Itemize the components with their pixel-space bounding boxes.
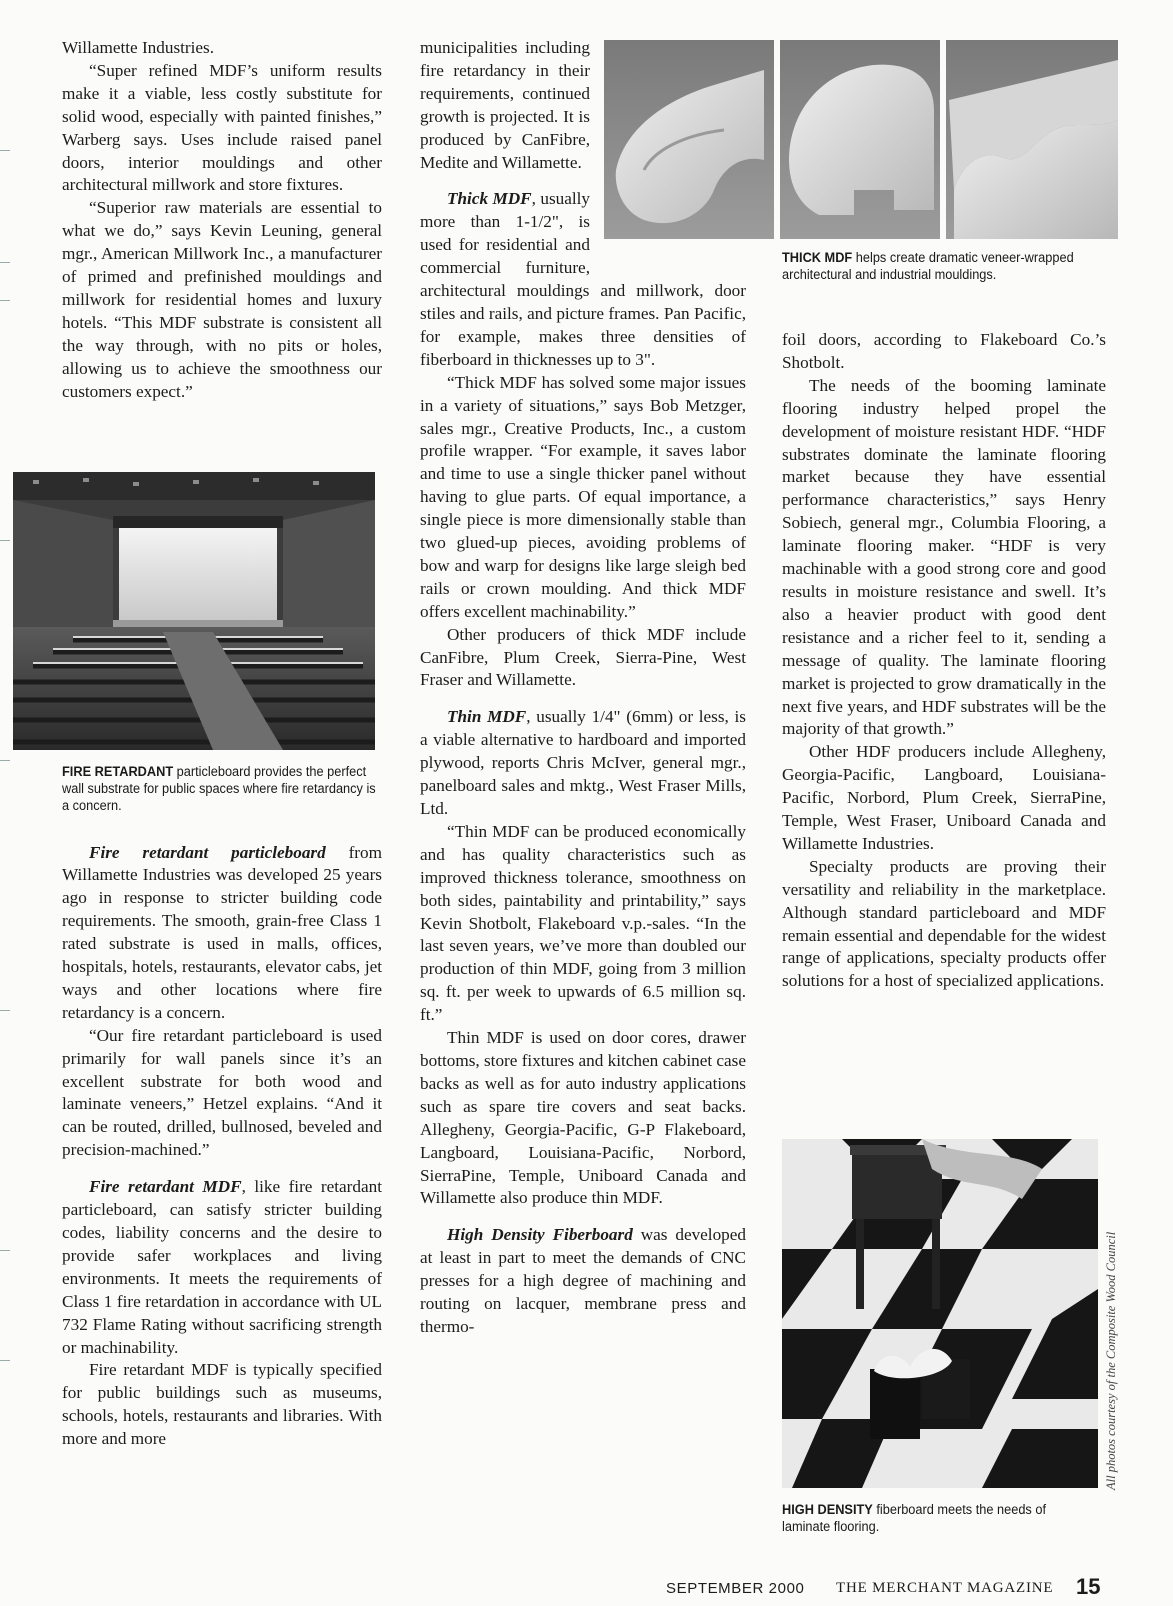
mouldings-photo — [604, 40, 1118, 239]
paragraph: The needs of the booming laminate flooring industry helped propel the development of moisture resistant HDF. “HDF substrates dominate the laminate flooring market because they have essential performance characteristics,” says Henry Sobiech, general mgr., Columbia Flooring, a laminate flooring maker. “HDF is very machinable with a good strong core and good results in moisture resistance and swell. It’s also a heavier product with good dent resistance and a richer feel to it, sending a message of quality. The laminate flooring market is projected to grow dramatically in the next five years, and HDF substrates will be the majority of that growth.” — [782, 375, 1106, 739]
paragraph: Other HDF producers include Allegheny, Georgia-Pacific, Langboard, Louisiana-Pacific, Norbord, Plum Creek, SierraPine, Temple, West Fraser, Uniboard Canada and Willamette Industries. — [782, 742, 1106, 853]
paragraph: Fire retardant particleboard from Willamette Industries was developed 25 years ago in response to stricter building code requirements. The smooth, grain-free Class 1 rated substrate is used in malls, offices, hospitals, hotels, restaurants, elevator cabs, jet ways and other locations where fire retardancy is a concern. — [62, 842, 382, 1022]
paragraph: Thin MDF, usually 1/4" (6mm) or less, is a viable alternative to hardboard and imported plywood, reports Chris McIver, general mgr., panelboard sales and mktg., West Fraser Mills, Ltd. — [420, 707, 746, 818]
paragraph: “Our fire retardant particleboard is used primarily for wall panels since it’s an excellent substrate for both wood and laminate veneers,” Hetzel explains. “And it can be routed, drilled, bullnosed, beveled and precision-machined.” — [62, 1025, 382, 1160]
flooring-photo — [782, 1139, 1098, 1488]
auditorium-caption: FIRE RETARDANT particleboard provides the perfect wall substrate for public spaces where fire retardancy is a concern. — [62, 764, 376, 814]
column-right — [782, 329, 1106, 993]
run-in-heading: Fire retardant particleboard — [89, 842, 326, 862]
paragraph: Fire retardant MDF is typically specified for public buildings such as museums, schools, hotels, restaurants and libraries. With more and more — [62, 1360, 382, 1449]
run-in-heading: Thick MDF — [447, 189, 532, 209]
paragraph: “Thick MDF has solved some major issues in a variety of situations,” says Bob Metzger, sales mgr., Creative Products, Inc., a custom profile wrapper. “For example, it saves labor and time to use a single thicker panel without having to glue parts. Of equal importance, a single piece is more dimensionally stable than two glued-up pieces, avoiding problems of bow and warp for designs like large sleigh bed rails or crown moulding. And thick MDF offers excellent machinability.” — [420, 372, 746, 621]
paragraph: “Super refined MDF’s uniform results make it a viable, less costly substitute for solid wood, especially with painted finishes,” Warberg says. Uses include raised panel doors, interior mouldings and other architectural millwork and store fixtures. — [62, 60, 382, 195]
paragraph: municipalities including fire retardancy in their requirements, continued growth is projected. It is produced by CanFibre, Medite and Willamette. — [420, 38, 590, 172]
paragraph: Specialty products are proving their versatility and reliability in the marketplace. Although standard particleboard and MDF remain essential and dependable for the widest range of applications, specialty products offer solutions for a host of specialized applications. — [782, 856, 1106, 991]
run-in-heading: Thin MDF — [447, 707, 527, 727]
mouldings-caption: THICK MDF helps create dramatic veneer-wrapped architectural and industrial mouldings. — [782, 250, 1074, 283]
auditorium-photo — [13, 472, 375, 750]
paragraph: Thin MDF is used on door cores, drawer bottoms, store fixtures and kitchen cabinet case backs as well as for auto industry applications such as spare tire covers and seat backs. Allegheny, Georgia-Pacific, G-P Flakeboard, Langboard, Louisiana-Pacific, Norbord, SierraPine, Temple, Uniboard Canada and Willamette also produce thin MDF. — [420, 1028, 746, 1208]
binding-edge — [0, 0, 6, 1606]
run-in-heading: High Density Fiberboard — [447, 1225, 633, 1245]
paragraph: foil doors, according to Flakeboard Co.’s Shotbolt. — [782, 330, 1106, 372]
paragraph: “Thin MDF can be produced economically and has quality characteristics such as improved thickness tolerance, smoothness on both sides, paintability and printability,” says Kevin Shotbolt, Flakeboard v.p.-sales. “In the last seven years, we’ve more than doubled our production of thin MDF, going from 3 million sq. ft. per week to upwards of 6.5 million sq. ft.” — [420, 821, 746, 1025]
page-number: 15 — [1076, 1574, 1101, 1599]
paragraph: “Superior raw materials are essential to what we do,” says Kevin Leuning, general mgr., American Millwork Inc., a manufacturer of primed and prefinished mouldings and millwork for residential homes and luxury hotels. “This MDF substrate is consistent all the way through, with no pits or holes, allowing us to achieve the smoothness our customers expect.” — [62, 198, 382, 401]
paragraph: Thick MDF, usually more than 1-1/2", is used for residential and commercial furniture, architectural mouldings and millwork, door stiles and rails, and picture frames. Pan Pacific, for example, makes three densities of fiberboard in thicknesses up to 3". — [420, 189, 746, 369]
paragraph: Willamette Industries. — [62, 38, 215, 57]
photo-credit: All photos courtesy of the Composite Wood Council — [1104, 1231, 1118, 1490]
paragraph: Other producers of thick MDF include CanFibre, Plum Creek, Sierra-Pine, West Fraser and Willamette. — [420, 624, 746, 690]
paragraph: High Density Fiberboard was developed at least in part to meet the demands of CNC presses for a high degree of machining and routing on lacquer, membrane press and thermo- — [420, 1225, 746, 1336]
issue-date: SEPTEMBER 2000 — [666, 1580, 805, 1597]
magazine-name: THE MERCHANT MAGAZINE — [836, 1580, 1054, 1596]
paragraph: Fire retardant MDF, like fire retardant particleboard, can satisfy stricter building codes, liability concerns and the desire to provide safer workplaces and living environments. It meets the requirements of Class 1 fire retardation in accordance with UL 732 Flame Rating without sacrificing strength or machinability. — [62, 1177, 382, 1357]
flooring-caption: HIGH DENSITY fiberboard meets the needs of laminate flooring. — [782, 1502, 1047, 1535]
run-in-heading: Fire retardant MDF — [89, 1177, 242, 1197]
